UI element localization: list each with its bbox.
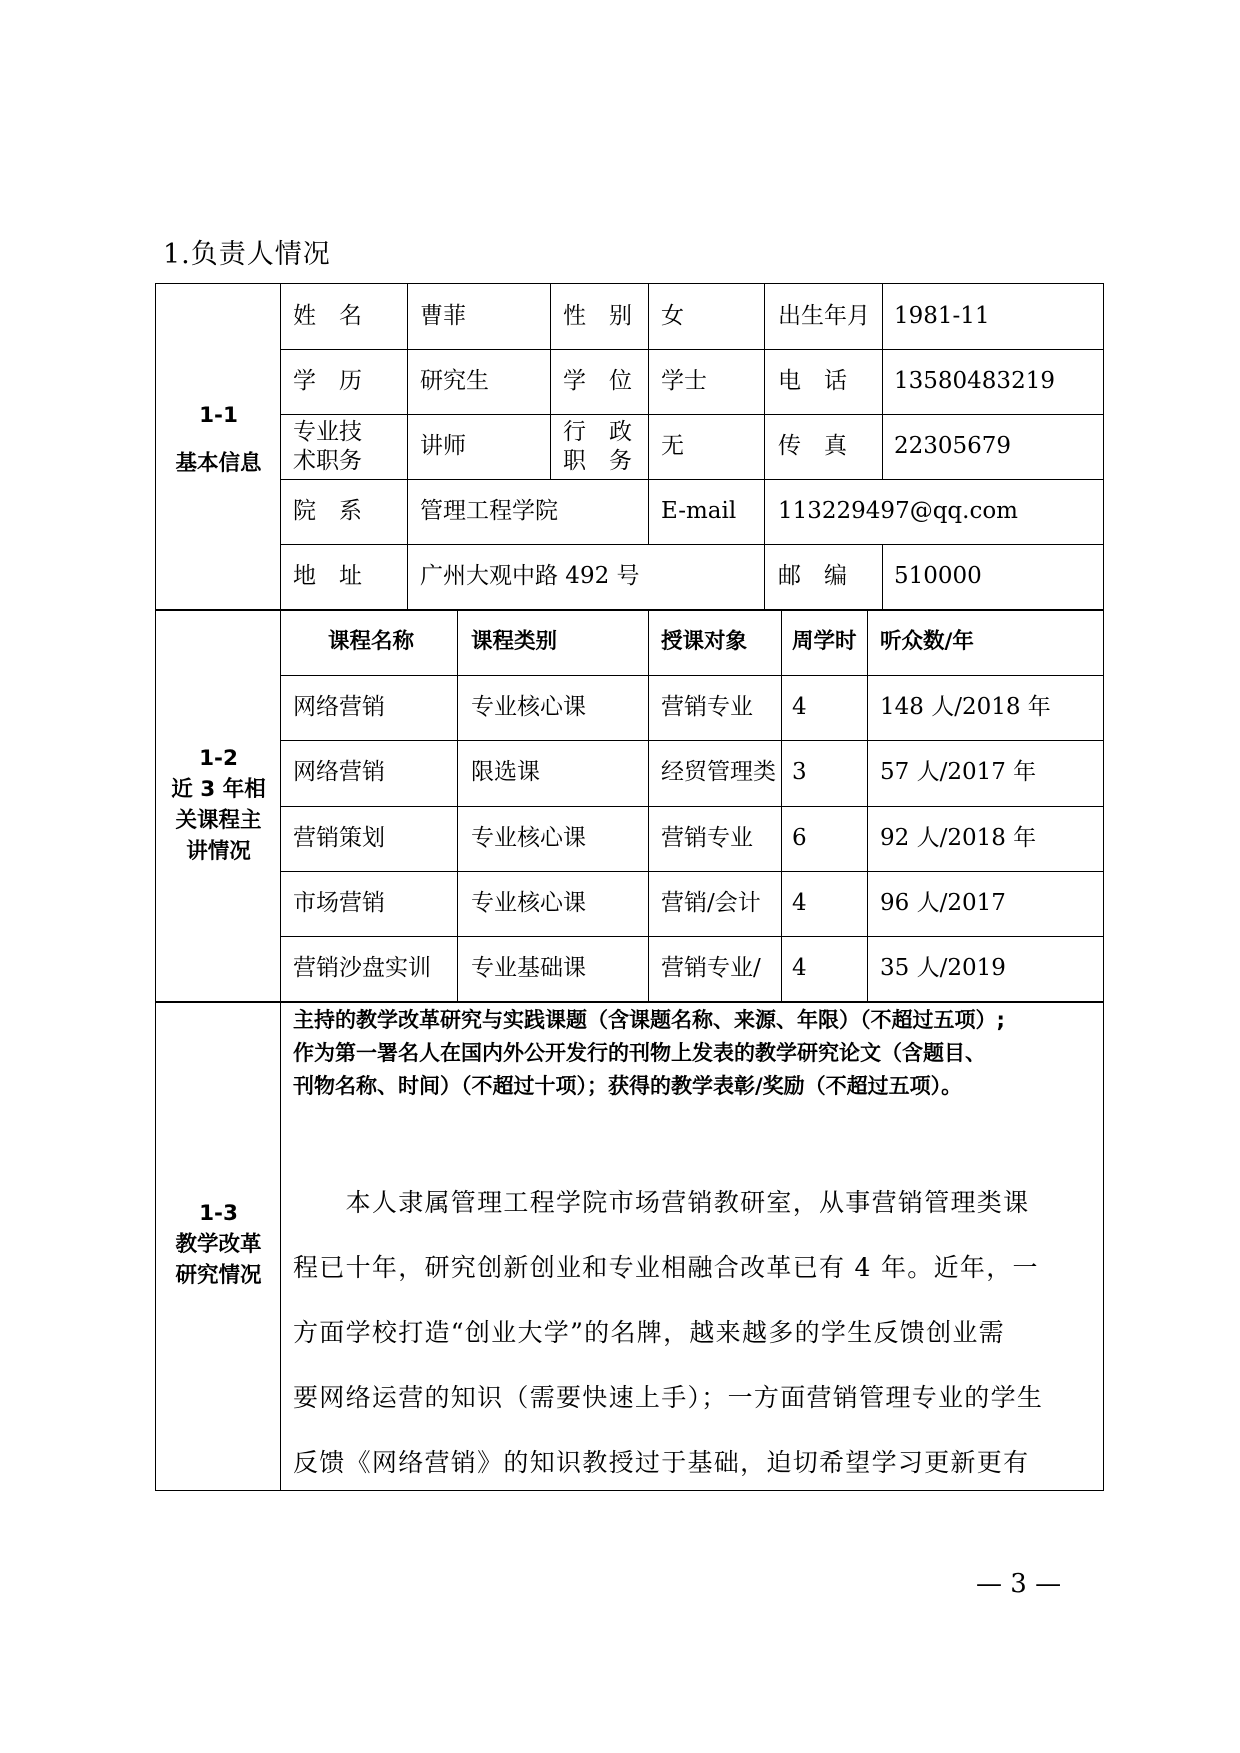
title-label-line1: 专业技 — [293, 419, 362, 445]
birth-value: 1981-11 — [894, 303, 990, 329]
section-1-2-label: 1-2 近 3 年相 关课程主 讲情况 — [171, 746, 266, 864]
course-cell: 市场营销 — [293, 890, 385, 916]
gender-value: 女 — [661, 303, 684, 329]
degree-value: 学士 — [661, 368, 707, 394]
course-cell: 92 人/2018 年 — [880, 825, 1037, 851]
course-header-audience: 授课对象 — [661, 629, 748, 654]
address-value: 广州大观中路 492 号 — [420, 563, 640, 589]
course-header-audience-count: 听众数/年 — [880, 629, 974, 654]
dept-value: 管理工程学院 — [420, 498, 558, 524]
fax-label: 传 真 — [778, 433, 847, 459]
label-column-divider — [280, 283, 281, 1491]
course-cell: 57 人/2017 年 — [880, 759, 1037, 785]
address-label: 地 址 — [293, 563, 362, 589]
col-divider — [882, 283, 883, 479]
course-cell: 营销/会计 — [661, 890, 761, 916]
body-text-line: 反馈《网络营销》的知识教授过于基础，迫切希望学习更新更有 — [293, 1448, 1030, 1477]
admin-label-line1: 行 政 — [563, 419, 632, 445]
name-label: 姓 名 — [293, 303, 362, 329]
course-cell: 35 人/2019 — [880, 955, 1006, 981]
col-divider — [781, 609, 782, 1001]
col-divider — [407, 283, 408, 609]
title-value: 讲师 — [420, 433, 466, 459]
body-text-line: 方面学校打造“创业大学”的名牌，越来越多的学生反馈创业需 — [293, 1318, 1005, 1347]
degree-label: 学 位 — [563, 368, 632, 394]
gender-label: 性 别 — [563, 303, 632, 329]
course-cell: 96 人/2017 — [880, 890, 1006, 916]
course-cell: 网络营销 — [293, 759, 385, 785]
course-header-name: 课程名称 — [328, 629, 415, 654]
col-divider — [457, 609, 458, 1001]
fax-value: 22305679 — [894, 433, 1012, 459]
course-cell: 专业基础课 — [471, 955, 586, 981]
body-text-line: 本人隶属管理工程学院市场营销教研室，从事营销管理类课 — [293, 1188, 1030, 1217]
course-cell: 营销沙盘实训 — [293, 955, 431, 981]
section-divider — [155, 609, 1104, 611]
col-divider — [648, 479, 649, 544]
education-value: 研究生 — [420, 368, 489, 394]
birth-label: 出生年月 — [778, 303, 870, 329]
course-cell: 4 — [792, 955, 807, 981]
course-header-hours: 周学时 — [792, 629, 857, 654]
course-cell: 148 人/2018 年 — [880, 694, 1051, 720]
col-divider — [550, 283, 551, 479]
col-divider — [648, 609, 649, 1001]
course-cell: 4 — [792, 890, 807, 916]
teaching-reform-instructions: 主持的教学改革研究与实践课题（含课题名称、来源、年限）（不超过五项）; 作为第一署名人在国内外公开发行的刊物上发表的教学研究论文（含题目、 刊物名称、时间）（不超过十项）；获得的教学表彰/奖励（不超过五项）。 — [293, 1008, 1005, 1098]
admin-label-line2: 职 务 — [563, 448, 632, 474]
email-label: E-mail — [661, 498, 737, 524]
row-divider — [281, 544, 1104, 545]
section-1-1-label: 1-1 基本信息 — [175, 403, 262, 476]
row-divider — [281, 740, 1104, 741]
course-header-type: 课程类别 — [471, 629, 558, 654]
col-divider — [867, 609, 868, 1001]
zip-value: 510000 — [894, 563, 982, 589]
course-cell: 经贸管理类 — [661, 759, 776, 785]
zip-label: 邮 编 — [778, 563, 847, 589]
course-cell: 营销专业 — [661, 825, 753, 851]
body-text-line: 要网络运营的知识（需要快速上手）；一方面营销管理专业的学生 — [293, 1383, 1044, 1412]
course-cell: 3 — [792, 759, 807, 785]
course-cell: 专业核心课 — [471, 825, 586, 851]
course-cell: 限选课 — [471, 759, 540, 785]
section-divider — [155, 1001, 1104, 1003]
course-cell: 4 — [792, 694, 807, 720]
page-number: — 3 — — [976, 1569, 1062, 1599]
course-cell: 营销专业/ — [661, 955, 761, 981]
admin-value: 无 — [661, 433, 684, 459]
education-label: 学 历 — [293, 368, 362, 394]
col-divider — [648, 283, 649, 479]
name-value: 曹菲 — [420, 303, 466, 329]
course-cell: 营销专业 — [661, 694, 753, 720]
dept-label: 院 系 — [293, 498, 362, 524]
row-divider — [281, 806, 1104, 807]
section-title: 1.负责人情况 — [163, 239, 331, 270]
title-label-line2: 术职务 — [293, 448, 362, 474]
course-cell: 专业核心课 — [471, 694, 586, 720]
course-cell: 网络营销 — [293, 694, 385, 720]
email-value: 113229497@qq.com — [778, 498, 1018, 524]
row-divider — [281, 936, 1104, 937]
course-cell: 专业核心课 — [471, 890, 586, 916]
row-divider — [281, 871, 1104, 872]
phone-value: 13580483219 — [894, 368, 1055, 394]
course-cell: 营销策划 — [293, 825, 385, 851]
phone-label: 电 话 — [778, 368, 847, 394]
row-divider — [281, 479, 1104, 480]
row-divider — [281, 349, 1104, 350]
row-divider — [281, 414, 1104, 415]
section-1-3-label: 1-3 教学改革 研究情况 — [175, 1201, 262, 1288]
row-divider — [281, 675, 1104, 676]
body-text-line: 程已十年，研究创新创业和专业相融合改革已有 4 年。近年，一 — [293, 1253, 1039, 1282]
col-divider — [882, 544, 883, 609]
course-cell: 6 — [792, 825, 807, 851]
col-divider — [764, 283, 765, 609]
